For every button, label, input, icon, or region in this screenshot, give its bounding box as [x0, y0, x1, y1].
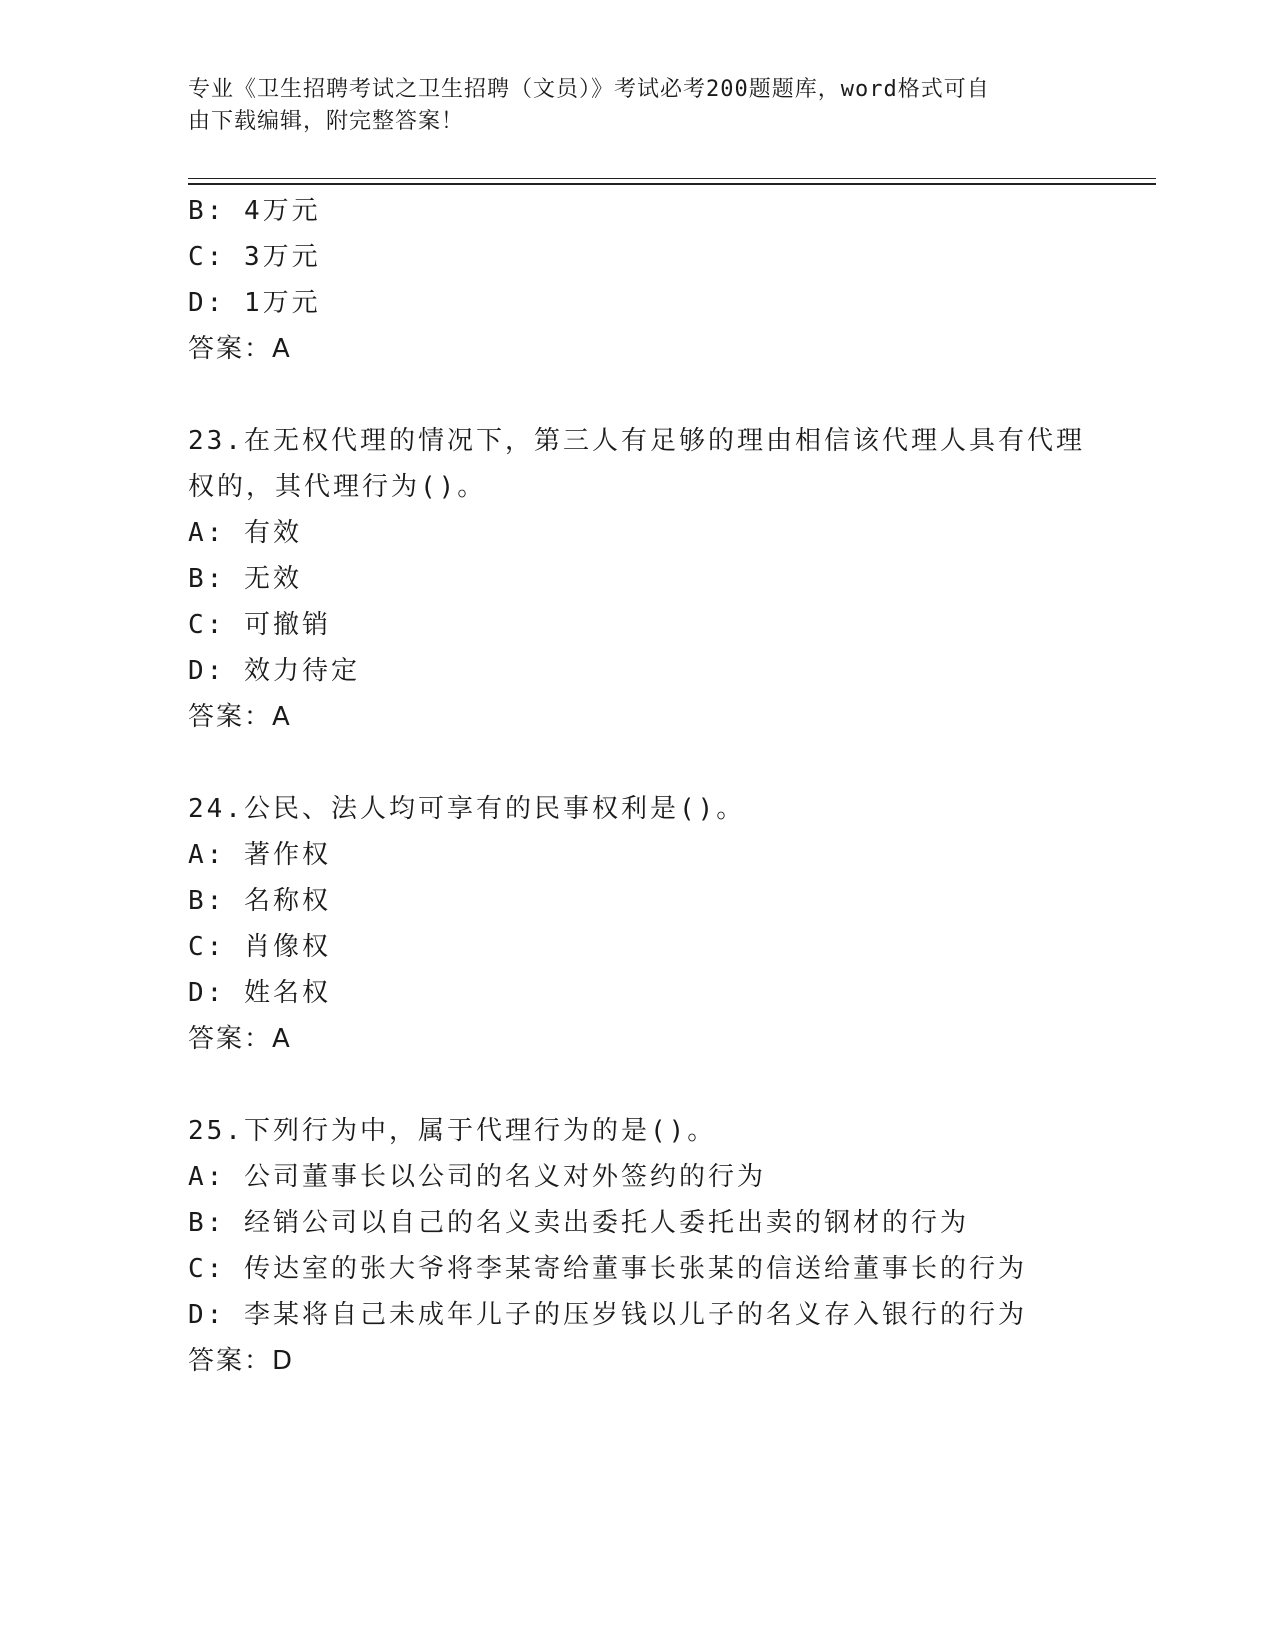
answer-line: 答案：D	[188, 1346, 295, 1376]
option-b: B: 4万元	[188, 196, 321, 226]
header-line-2: 由下载编辑，附完整答案！	[188, 109, 465, 134]
answer-line: 答案：A	[188, 1024, 292, 1054]
question-22-continued	[188, 188, 1088, 372]
header-line-1: 专业《卫生招聘考试之卫生招聘（文员）》考试必考200题题库，word格式可自	[188, 77, 990, 102]
answer-line: 答案：A	[188, 702, 292, 732]
option-a: A: 著作权	[188, 840, 331, 870]
option-c: C: 传达室的张大爷将李某寄给董事长张某的信送给董事长的行为	[188, 1254, 1027, 1284]
option-c: C: 可撤销	[188, 610, 331, 640]
option-d: D: 效力待定	[188, 656, 360, 686]
question-text-line-1: 25.下列行为中，属于代理行为的是()。	[188, 1116, 717, 1146]
header-rule-thick	[188, 183, 1156, 185]
question-24	[188, 786, 1088, 1062]
option-c: C: 肖像权	[188, 932, 331, 962]
option-d: D: 姓名权	[188, 978, 331, 1008]
option-b: B: 无效	[188, 564, 302, 594]
answer-line: 答案：A	[188, 334, 292, 364]
option-c: C: 3万元	[188, 242, 321, 272]
option-b: B: 经销公司以自己的名义卖出委托人委托出卖的钢材的行为	[188, 1208, 969, 1238]
document-body	[188, 188, 1088, 1430]
option-a: A: 有效	[188, 518, 302, 548]
option-d: D: 李某将自己未成年儿子的压岁钱以儿子的名义存入银行的行为	[188, 1300, 1027, 1330]
option-a: A: 公司董事长以公司的名义对外签约的行为	[188, 1162, 766, 1192]
option-b: B: 名称权	[188, 886, 331, 916]
question-text-line-1: 23.在无权代理的情况下，第三人有足够的理由相信该代理人具有代理	[188, 426, 1085, 456]
question-25	[188, 1108, 1088, 1384]
question-23	[188, 418, 1088, 740]
question-text-line-2: 权的，其代理行为()。	[188, 472, 487, 502]
question-text-line-1: 24.公民、法人均可享有的民事权利是()。	[188, 794, 746, 824]
option-d: D: 1万元	[188, 288, 321, 318]
header-rule-thin	[188, 178, 1156, 179]
document-header	[188, 74, 1068, 138]
